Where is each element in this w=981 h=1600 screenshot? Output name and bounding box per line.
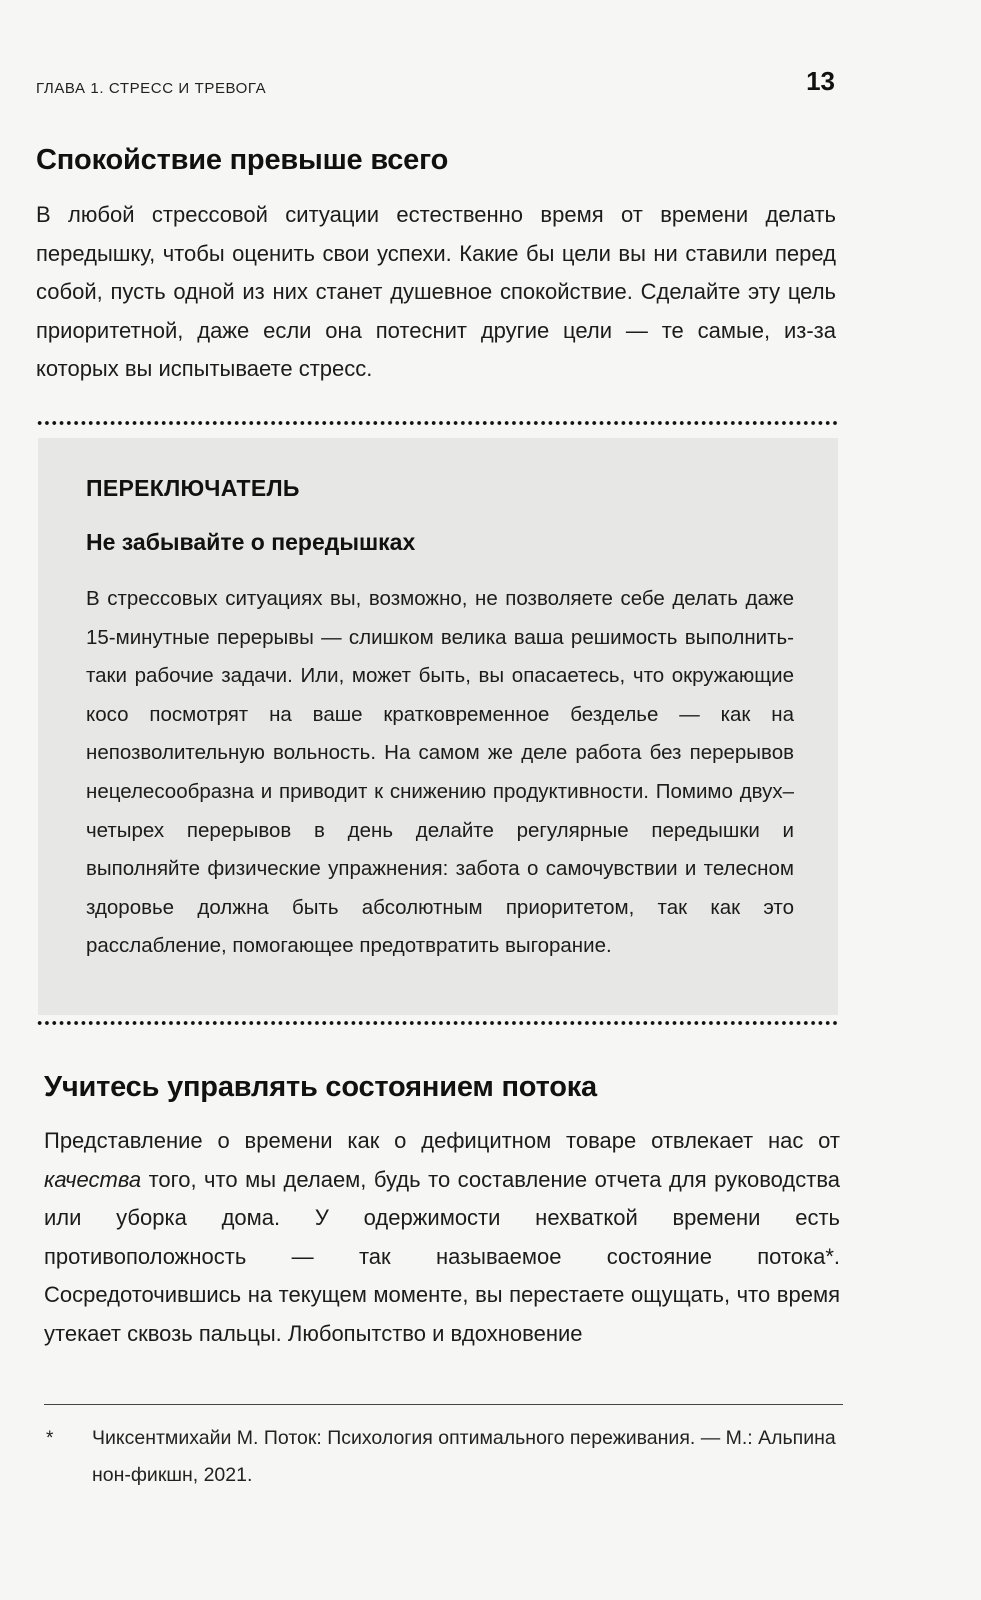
running-head: ГЛАВА 1. СТРЕСС И ТРЕВОГА [36,80,267,97]
dotted-divider-bottom [36,1020,840,1026]
sidebar-paragraph: В стрессовых ситуациях вы, возможно, не позволяете себе делать даже 15-минутные перерывы — слишком велика ваша решимость выполнить-таки рабочие задачи. Или, может быть, вы опасаетесь, что окружающие косо посмотрят на ваше кратковременное безделье — как на непозволительную вольность. На самом же деле работа без перерывов нецелесообразна и приводит к снижению продуктивности. Помимо двух–четырех перерывов в день делайте регулярные передышки и выполняйте физические упражнения: забота о самочувствии и телесном здоровье должна быть абсолютным приоритетом, так как это расслабление, помогающее предотвратить выгорание. [86,587,794,958]
paragraph-text-start: Представление о времени как о дефицитном товаре отвлекает нас от [44,1128,840,1153]
footnote-text: Чиксентмихайи М. Поток: Психология оптимального переживания. — М.: Альпина нон-фикшн, 2021. [92,1427,836,1486]
sidebar-title: Не забывайте о передышках [86,529,416,555]
page-number: 13 [806,66,835,96]
paragraph-text-end: того, что мы делаем, будь то составление отчета для руководства или уборка дома. У одержимости нехваткой времени есть противоположность — так называемое состояние потока*. Сосредоточившись на текущем моменте, вы перестаете ощущать, что время утекает сквозь пальцы. Любопытство и вдохновение [44,1166,840,1346]
sidebar-kicker: ПЕРЕКЛЮЧАТЕЛЬ [86,475,300,501]
footnote-rule [44,1404,843,1405]
italic-emphasis: качества [44,1166,142,1192]
section-heading-calm: Спокойствие превыше всего [36,144,449,176]
section-heading-flow: Учитесь управлять состоянием потока [44,1071,597,1103]
section-paragraph-calm: В любой стрессовой ситуации естественно время от времени делать передышку, чтобы оценить свои успехи. Какие бы цели вы ни ставили перед собой, пусть одной из них станет душевное спокойствие. Сделайте эту цель приоритетной, даже если она потеснит другие цели — те самые, из-за которых вы испытываете стресс. [36,202,836,382]
section-paragraph-flow [44,1122,840,1354]
dotted-divider-top [36,420,840,426]
footnote-marker: * [46,1428,54,1449]
